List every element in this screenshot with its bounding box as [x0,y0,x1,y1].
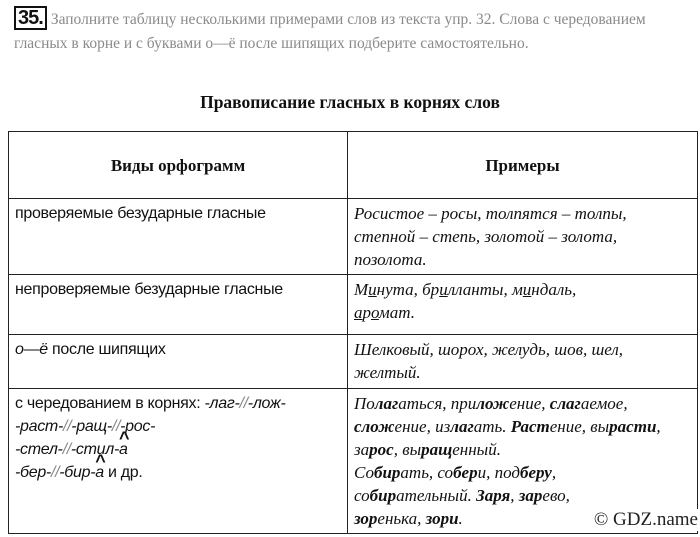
text-segment: ращ [421,440,453,459]
text-segment: Росистое – росы, толпятся – толпы, степной – степь, золотой – золота, позолота. [354,204,627,269]
text-segment: проверяемые безударные гласные [15,205,266,222]
text-segment: . [458,509,463,528]
text-segment: бер [453,463,478,482]
spelling-type-cell [9,389,348,534]
text-segment: а [354,303,363,322]
table-header-row [9,132,698,199]
text-segment: зор [354,509,378,528]
text-segment: аемое, [580,394,628,413]
text-segment: По [354,394,375,413]
text-segment: , [551,463,557,482]
text-segment: -лож- [247,395,286,412]
text-segment: ^ а [119,441,128,458]
text-segment: -рос- [120,418,156,435]
table-row [9,275,698,335]
text-segment: -стел- [15,441,63,458]
text-segment: рос [369,440,394,459]
text-segment: ево, [542,486,570,505]
text-segment: и [439,280,448,299]
text-segment: // [62,418,72,435]
task-instruction: Заполните таблицу несколькими примерами слов из текста упр. 32. Слова с чередованием гласных в корне и с буквами о—ё после шипящих подберите самостоятельно. [14,11,646,52]
text-segment: о [371,303,379,322]
text-segment: нута, бр [376,280,440,299]
text-segment: и [522,280,532,299]
task-number: 35. [14,6,47,30]
text-segment: с чередованием в корнях: [15,395,205,412]
table-row [9,199,698,275]
examples-cell [348,335,698,389]
text-segment: , за [354,417,661,459]
text-segment: ение, [509,394,550,413]
text-segment: , вы [393,440,422,459]
spelling-type-cell [9,275,348,335]
text-segment: р [362,303,371,322]
text-segment: М [354,280,369,299]
text-segment: непроверяемые безударные гласные [15,281,283,298]
text-segment: Раст [510,417,550,436]
text-segment: слаг [549,394,581,413]
text-segment: Со [354,463,374,482]
table-title: Правописание гласных в корнях слов [200,92,500,112]
header-examples: Примеры [348,132,698,199]
text-segment: ать. [473,417,511,436]
text-segment: ение, вы [549,417,610,436]
text-segment: мат. [378,303,415,322]
text-segment: и др. [103,464,143,481]
examples-cell [348,199,698,275]
text-segment: енный. [452,440,501,459]
text-segment: ательный. [396,486,477,505]
text-segment: ндаль, [531,280,577,299]
task-text-block [14,6,684,56]
text-segment: Заря [476,486,511,505]
text-segment: зори [425,509,459,528]
text-segment: со [354,486,370,505]
text-segment: ение, из [394,417,451,436]
text-segment: беру [519,463,552,482]
text-segment: ать, со [400,463,454,482]
text-segment: -бер- [15,464,51,481]
text-segment: лаг [450,417,474,436]
text-segment: -раст- [15,418,63,435]
text-segment: и [368,280,377,299]
spelling-type-cell [9,199,348,275]
text-segment: лаг [374,394,399,413]
text-segment: -стил- [70,441,119,458]
text-segment: // [239,395,248,412]
text-segment: Шелковый, шорох, желудь, шов, шел, желтый. [354,340,624,382]
text-segment: -бир- [59,464,96,481]
watermark: © GDZ.name [590,509,698,531]
text-segment: енька, [377,509,426,528]
text-segment: // [62,441,71,458]
text-segment: // [50,464,60,481]
text-segment: о—ё [15,341,48,358]
text-segment: и, под [477,463,520,482]
text-segment: -лаг- [204,395,240,412]
text-segment: ^ а [95,464,104,481]
spelling-type-cell [9,335,348,389]
text-segment: расти [609,417,657,436]
text-segment: лож [476,394,510,413]
spelling-table [8,131,698,534]
text-segment: // [111,418,121,435]
examples-cell [348,275,698,335]
text-segment: бир [373,463,401,482]
text-segment: зар [518,486,543,505]
header-types: Виды орфограмм [9,132,348,199]
text-segment: -ращ- [71,418,112,435]
text-segment: слож [354,417,395,436]
text-segment: после шипящих [47,341,166,358]
text-segment: аться, при [398,394,477,413]
text-segment: , [510,486,519,505]
text-segment: лланты, м [447,280,523,299]
table-row [9,335,698,389]
text-segment: бир [369,486,397,505]
